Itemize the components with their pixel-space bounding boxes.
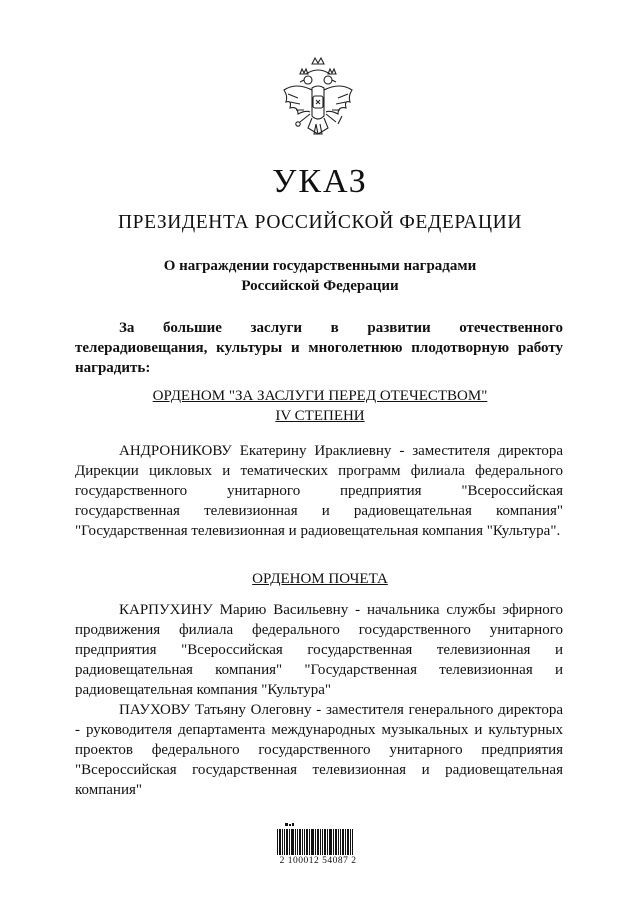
award-title-line: IV СТЕПЕНИ bbox=[275, 408, 365, 424]
document-topic bbox=[0, 256, 640, 296]
barcode-number: 2 100012 54087 2 bbox=[279, 856, 357, 866]
award-title-order-of-honour bbox=[0, 569, 640, 589]
topic-line: О награждении государственными наградами bbox=[163, 258, 477, 274]
award-recipients-merit-fatherland bbox=[75, 441, 563, 541]
award-title-merit-fatherland bbox=[0, 386, 640, 426]
barcode-icon bbox=[275, 823, 355, 855]
recipient-entry: КАРПУХИНУ Марию Васильевну - начальника службы эфирного продвижения филиала федерального государственного унитарного предприятия "Всероссийская государственная телевизионная и радиовещательная компания" "Государственная телевизионная и радиовещательная компания "Культура" bbox=[75, 602, 563, 698]
topic-line: Российской Федерации bbox=[241, 278, 399, 294]
preamble-text: За большие заслуги в развитии отечественного телерадиовещания, культуры и многолетнюю плодотворную работу наградить: bbox=[75, 320, 563, 376]
document-title: УКАЗ bbox=[272, 163, 368, 200]
document-subtitle: ПРЕЗИДЕНТА РОССИЙСКОЙ ФЕДЕРАЦИИ bbox=[117, 212, 523, 233]
award-recipients-order-of-honour bbox=[75, 600, 563, 800]
award-title-line: ОРДЕНОМ ПОЧЕТА bbox=[252, 571, 388, 587]
recipient-entry: ПАУХОВУ Татьяну Олеговну - заместителя генерального директора - руководителя департамента международных музыкальных и культурных проектов федерального государственного унитарного предприятия "Всероссийская государственная телевизионная и радиовещательная компания" bbox=[75, 702, 563, 798]
award-title-line: ОРДЕНОМ "ЗА ЗАСЛУГИ ПЕРЕД ОТЕЧЕСТВОМ" bbox=[152, 388, 488, 404]
recipient-entry: АНДРОНИКОВУ Екатерину Ираклиевну - заместителя директора Дирекции цикловых и тематических программ филиала федерального государственного унитарного предприятия "Всероссийская государственная телевизионная и радиовещательная компания" "Государственная телевизионная и радиовещательная компания "Культура". bbox=[75, 443, 563, 539]
coat-of-arms-icon bbox=[276, 50, 360, 150]
